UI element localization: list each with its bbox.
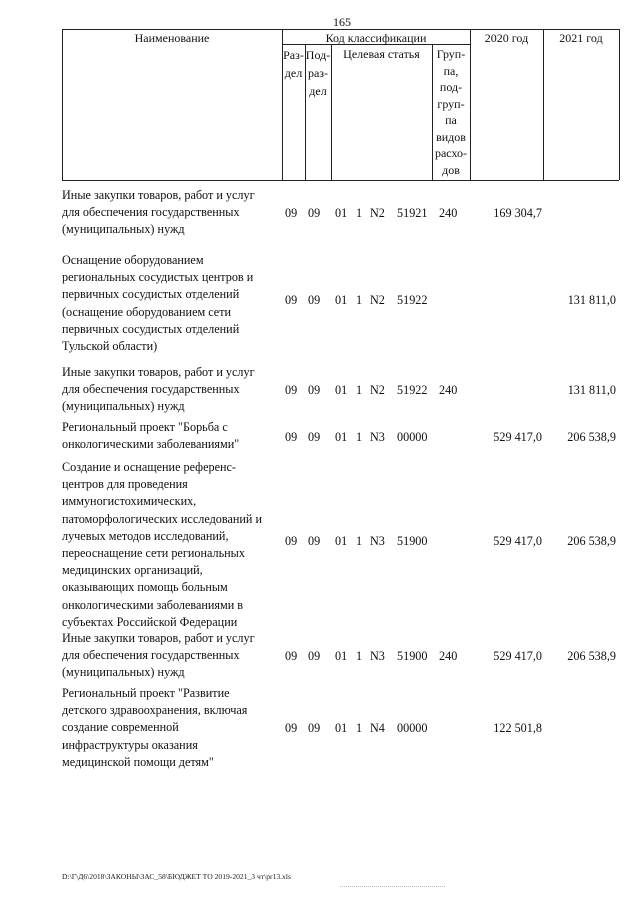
row-name-line: для обеспечения государственных [62,382,240,397]
cell-target-program: 01 [335,383,348,397]
header-podrazdel-line: Под- [305,48,331,62]
row-name-line: переоснащение сети региональных [62,546,245,561]
cell-amount-2020: 529 417,0 [493,430,542,444]
row-name-line: детского здравоохранения, включая [62,703,248,718]
cell-amount-2021: 206 538,9 [567,534,616,548]
row-name-line: (муниципальных) нужд [62,665,185,680]
cell-target-subprogram: 1 [356,206,363,220]
row-name-line: (муниципальных) нужд [62,222,185,237]
row-name-line: медицинской помощи детям" [62,754,214,769]
cell-podrazdel: 09 [308,721,321,735]
row-name-line: региональных сосудистых центров и [62,270,254,285]
row-name-line: (муниципальных) нужд [62,399,185,414]
row-name-line: онкологическими заболеваниями" [62,437,240,452]
header-podrazdel-line: раз- [307,66,329,80]
row-name-line: создание современной [62,720,179,735]
row-name-line: патоморфологических исследований и [62,511,263,526]
cell-razdel: 09 [285,649,298,663]
row-name-line: инфраструктуры оказания [62,737,198,752]
cell-razdel: 09 [285,721,298,735]
cell-amount-2021: 131 811,0 [567,383,616,397]
cell-razdel: 09 [285,534,298,548]
cell-podrazdel: 09 [308,383,321,397]
header-year-2021: 2021 год [559,31,603,45]
cell-group: 240 [439,206,458,220]
grid-line [331,44,332,180]
row-name-line: лучевых методов исследований, [62,528,229,543]
row-name-line: Региональный проект "Борьба с [62,420,228,434]
row-name-line: для обеспечения государственных [62,205,240,220]
grid-line [470,29,471,180]
cell-target-program: 01 [335,293,348,307]
cell-target-program: 01 [335,649,348,663]
cell-podrazdel: 09 [308,206,321,220]
row-name-line: медицинских организаций, [62,563,203,578]
header-target-article: Целевая статья [343,47,420,61]
footer-file-path: D:\Г\Д6\2018\ЗАКОНЫ\ЗАС_58\БЮДЖЕТ ТО 2019-2021_3 чт\pr13.xls [62,872,291,881]
row-name-line: первичных сосудистых отделений [62,321,240,336]
header-razdel [282,46,305,82]
cell-target-direction: 51921 [397,206,428,220]
grid-line [62,180,619,181]
cell-target-project: N2 [370,206,385,220]
header-group-line: видов [436,129,466,144]
row-name-line: первичных сосудистых отделений [62,287,240,302]
cell-amount-2020: 529 417,0 [493,534,542,548]
scan-artifact [340,886,445,887]
header-group-line: дов [442,162,460,177]
cell-target-subprogram: 1 [356,534,363,548]
header-name: Наименование [134,31,210,45]
cell-target-program: 01 [335,534,348,548]
cell-target-direction: 00000 [397,721,428,735]
cell-target-direction: 51900 [397,649,428,663]
header-group-line: груп- [437,96,465,111]
row-name-line: (оснащение оборудованием сети [62,304,232,319]
cell-amount-2020: 122 501,8 [493,721,542,735]
cell-razdel: 09 [285,430,298,444]
cell-target-direction: 00000 [397,430,428,444]
cell-target-project: N2 [370,293,385,307]
cell-target-project: N3 [370,534,385,548]
cell-target-program: 01 [335,721,348,735]
header-group [432,46,470,178]
cell-target-project: N3 [370,430,385,444]
cell-amount-2021: 206 538,9 [567,649,616,663]
header-podrazdel-line: дел [309,84,327,98]
row-name-line: центров для проведения [62,477,188,492]
cell-target-subprogram: 1 [356,649,363,663]
cell-target-program: 01 [335,430,348,444]
row-name [62,187,284,239]
row-name-line: Иные закупки товаров, работ и услуг [62,631,255,645]
cell-target-project: N4 [370,721,385,735]
row-name-line: онкологическими заболеваниями в [62,597,244,612]
row-name [62,364,284,416]
row-name-line: оказывающих помощь больным [62,580,228,595]
cell-podrazdel: 09 [308,534,321,548]
cell-razdel: 09 [285,206,298,220]
cell-podrazdel: 09 [308,293,321,307]
cell-group: 240 [439,383,458,397]
cell-amount-2020: 529 417,0 [493,649,542,663]
cell-podrazdel: 09 [308,430,321,444]
row-name-line: Создание и оснащение референс- [62,460,236,474]
cell-target-project: N3 [370,649,385,663]
cell-target-direction: 51922 [397,293,428,307]
grid-line [619,29,620,180]
row-name [62,252,284,355]
cell-target-subprogram: 1 [356,430,363,444]
row-name [62,630,284,682]
header-razdel-line: Раз- [283,48,304,62]
header-razdel-line: дел [284,66,303,80]
row-name [62,459,284,631]
header-group-line: Груп- [436,47,466,61]
row-name-line: иммуногистохимических, [62,494,197,509]
cell-target-subprogram: 1 [356,293,363,307]
header-group-line: расхо- [434,146,468,160]
header-code: Код классификации [325,31,427,45]
cell-target-program: 01 [335,206,348,220]
cell-razdel: 09 [285,293,298,307]
cell-amount-2021: 131 811,0 [567,293,616,307]
grid-line [62,29,63,180]
cell-target-direction: 51922 [397,383,428,397]
row-name-line: Тульской области) [62,339,158,354]
grid-line [543,29,544,180]
header-year-2020: 2020 год [484,31,529,45]
cell-target-subprogram: 1 [356,721,363,735]
cell-razdel: 09 [285,383,298,397]
row-name [62,419,284,453]
cell-target-project: N2 [370,383,385,397]
cell-amount-2020: 169 304,7 [493,206,542,220]
row-name-line: субъектах Российской Федерации [62,614,238,629]
cell-target-direction: 51900 [397,534,428,548]
header-group-line: па [445,113,457,127]
header-group-line: па, [443,63,459,78]
row-name-line: Региональный проект "Развитие [62,686,230,700]
cell-amount-2021: 206 538,9 [567,430,616,444]
cell-podrazdel: 09 [308,649,321,663]
row-name-line: Оснащение оборудованием [62,253,204,267]
header-podrazdel [305,46,331,100]
row-name [62,685,284,771]
cell-group: 240 [439,649,458,663]
row-name-line: для обеспечения государственных [62,648,240,663]
page-number: 165 [333,15,351,29]
row-name-line: Иные закупки товаров, работ и услуг [62,365,255,379]
cell-target-subprogram: 1 [356,383,363,397]
row-name-line: Иные закупки товаров, работ и услуг [62,188,255,202]
header-group-line: под- [439,80,463,94]
